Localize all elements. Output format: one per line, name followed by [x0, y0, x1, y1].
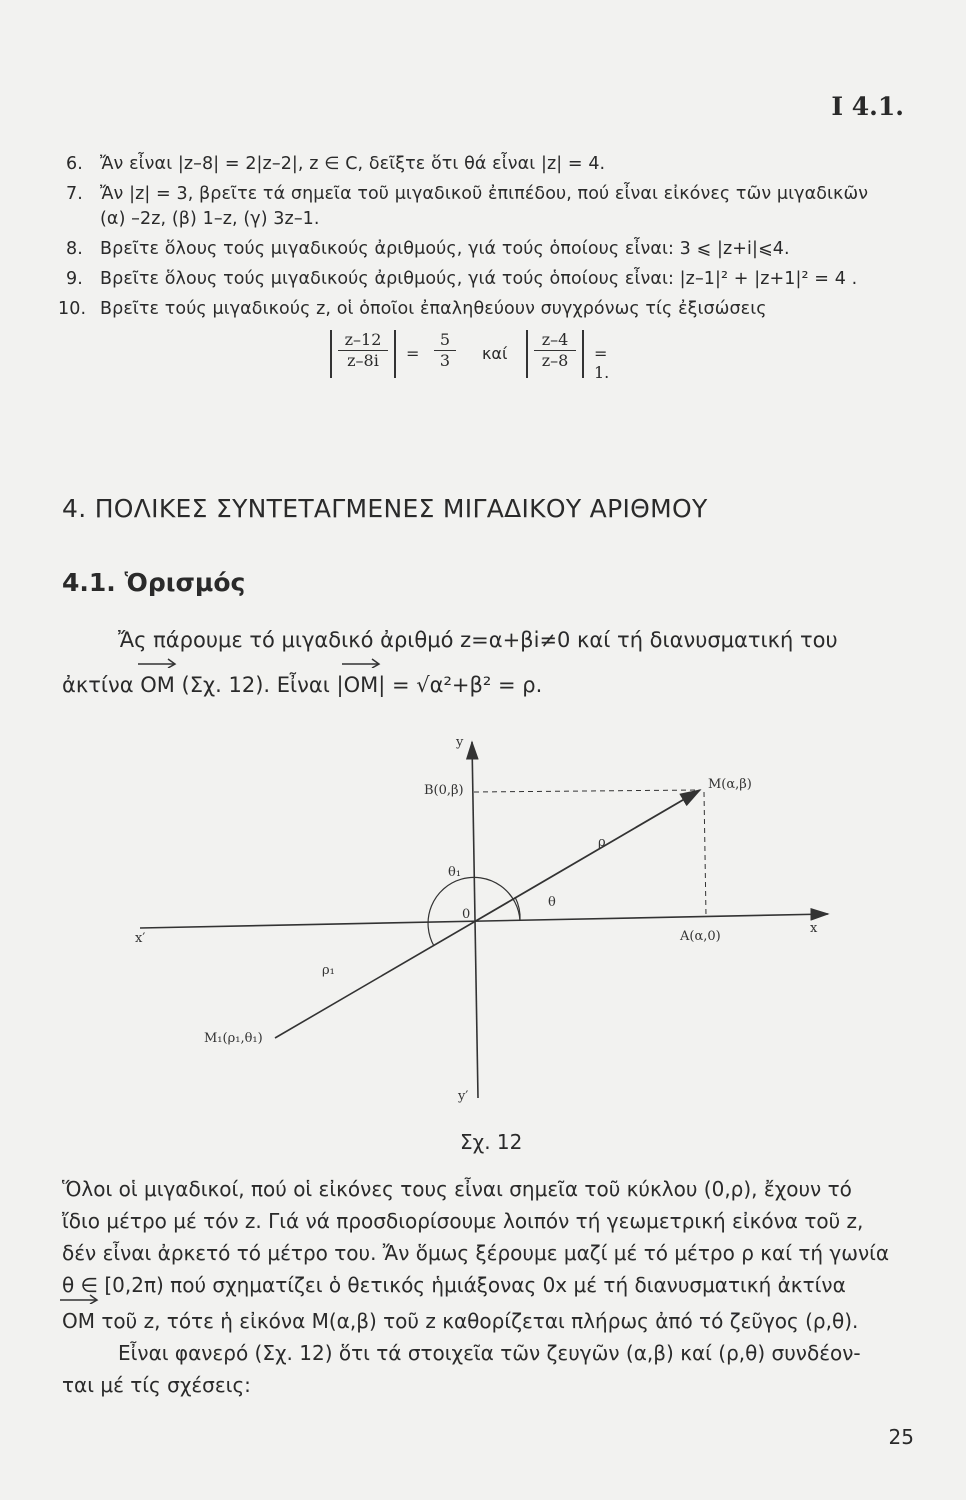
- vector-om-abs: [344, 670, 379, 700]
- theta-label: θ: [548, 895, 556, 910]
- y-prime-label: y′: [458, 1089, 469, 1104]
- exercise-10: [58, 298, 767, 320]
- fraction-denominator: 3: [434, 350, 456, 371]
- body-line-5: [62, 1306, 858, 1336]
- exercise-9: [66, 268, 857, 290]
- figure-caption: Σχ. 12: [460, 1130, 523, 1154]
- vector-om-line: [474, 790, 700, 922]
- vector-label: OM: [62, 1309, 95, 1333]
- subsection-title: 4.1. Ὁρισμός: [62, 568, 246, 597]
- body-line-3: δέν εἶναι ἀρκετό τό μέτρο του. Ἄν ὅμως ξέρουμε μαζί μέ τό μέτρο ρ καί τή γωνία: [62, 1241, 890, 1265]
- exercise-7-parts: [66, 208, 320, 230]
- fraction-1: [338, 330, 388, 371]
- exercise-text: Βρεῖτε τούς μιγαδικούς z, οἱ ὁποῖοι ἐπαληθεύουν συγχρόνως τίς ἐξισώσεις: [100, 299, 767, 319]
- theta1-label: θ₁: [448, 865, 462, 880]
- dashed-to-b: [474, 790, 698, 792]
- vector-om1-line: [275, 922, 474, 1038]
- intro-line-2: [62, 670, 542, 700]
- fraction-2: [434, 330, 456, 371]
- exercise-number: 9.: [66, 269, 83, 289]
- y-label: y: [456, 735, 464, 750]
- x-prime-label: x′: [135, 931, 146, 946]
- page-number: 25: [888, 1425, 914, 1449]
- figure-12: [0, 720, 966, 1160]
- fraction-denominator: z–8: [534, 350, 576, 371]
- exercise-7: [66, 183, 868, 205]
- section-reference: I 4.1.: [831, 92, 904, 121]
- dashed-to-a: [704, 792, 706, 916]
- body2-line-1: Εἶναι φανερό (Σχ. 12) ὅτι τά στοιχεῖα τῶν ζευγῶν (α,β) καί (ρ,θ) συνδέον-: [118, 1341, 861, 1365]
- fraction-numerator: 5: [439, 330, 451, 349]
- fraction-numerator: z–4: [541, 330, 569, 349]
- x-label: x: [810, 921, 818, 936]
- m-label: M(α,β): [708, 777, 752, 792]
- intro-line-1: Ἄς πάρουμε τό μιγαδικό ἀριθμό z=α+βi≠0 καί τή διανυσματική του: [118, 628, 838, 652]
- conjunction: καί: [482, 344, 508, 363]
- exercise-text: Ἄν |z| = 3, βρεῖτε τά σημεῖα τοῦ μιγαδικοῦ ἐπιπέδου, πού εἶναι εἰκόνες τῶν μιγαδικῶν: [100, 184, 869, 204]
- exercise-number: 6.: [66, 154, 83, 174]
- vector-om: [62, 1306, 95, 1336]
- body2-line-2: ται μέ τίς σχέσεις:: [62, 1373, 251, 1397]
- exercise-text: (α) –2z, (β) 1–z, (γ) 3z–1.: [100, 209, 320, 229]
- exercise-8: [66, 238, 790, 260]
- equals-one: = 1.: [594, 344, 610, 382]
- exercise-text: Βρεῖτε ὅλους τούς μιγαδικούς ἀριθμούς, γιά τούς ὁποίους εἶναι: |z–1|² + |z+1|² = 4 .: [100, 269, 858, 289]
- exercise-6: [66, 153, 605, 175]
- vector-label: OM: [140, 673, 175, 697]
- rho-label: ρ: [598, 835, 606, 850]
- section-title: 4. ΠΟΛΙΚΕΣ ΣΥΝΤΕΤΑΓΜΕΝΕΣ ΜΙΓΑΔΙΚΟΥ ΑΡΙΘΜΟΥ: [62, 494, 708, 523]
- origin-label: 0: [462, 907, 471, 922]
- exercise-text: Ἄν εἶναι |z–8| = 2|z–2|, z ∈ C, δεῖξτε ὅτι θά εἶναι |z| = 4.: [100, 154, 606, 174]
- body-line-4: θ ∈ [0,2π) πού σχηματίζει ὁ θετικός ἡμιάξονας 0x μέ τή διανυσματική ἀκτίνα: [62, 1273, 846, 1297]
- equals-sign: =: [406, 344, 420, 363]
- exercise-text: Βρεῖτε ὅλους τούς μιγαδικούς ἀριθμούς, γιά τούς ὁποίους εἶναι: 3 ⩽ |z+i|⩽4.: [100, 239, 790, 259]
- text-run: | = √α²+β² = ρ.: [378, 673, 543, 697]
- exercise-number: 10.: [58, 299, 87, 319]
- vector-label: OM: [343, 673, 379, 697]
- vector-om: [140, 670, 175, 700]
- a-label: A(α,0): [680, 929, 721, 944]
- text-run: ἀκτίνα: [62, 673, 141, 697]
- exercise-number: 8.: [66, 239, 83, 259]
- text-run: τοῦ z, τότε ἡ εἰκόνα M(α,β) τοῦ z καθορίζεται πλήρως ἀπό τό ζεῦγος (ρ,θ).: [95, 1309, 859, 1333]
- fraction-3: [534, 330, 576, 371]
- text-run: (Σχ. 12). Εἶναι |: [174, 673, 344, 697]
- fraction-numerator: z–12: [344, 330, 382, 349]
- exercise-number: 7.: [66, 184, 83, 204]
- m1-label: M₁(ρ₁,θ₁): [204, 1031, 263, 1046]
- b-label: B(0,β): [424, 783, 464, 798]
- fraction-denominator: z–8i: [338, 350, 388, 371]
- body-line-2: ἴδιο μέτρο μέ τόν z. Γιά νά προσδιορίσουμε λοιπόν τή γεωμετρική εἰκόνα τοῦ z,: [62, 1209, 864, 1233]
- body-line-1: Ὅλοι οἱ μιγαδικοί, πού οἱ εἰκόνες τους εἶναι σημεῖα τοῦ κύκλου (0,ρ), ἔχουν τό: [62, 1177, 852, 1201]
- rho1-label: ρ₁: [322, 963, 335, 978]
